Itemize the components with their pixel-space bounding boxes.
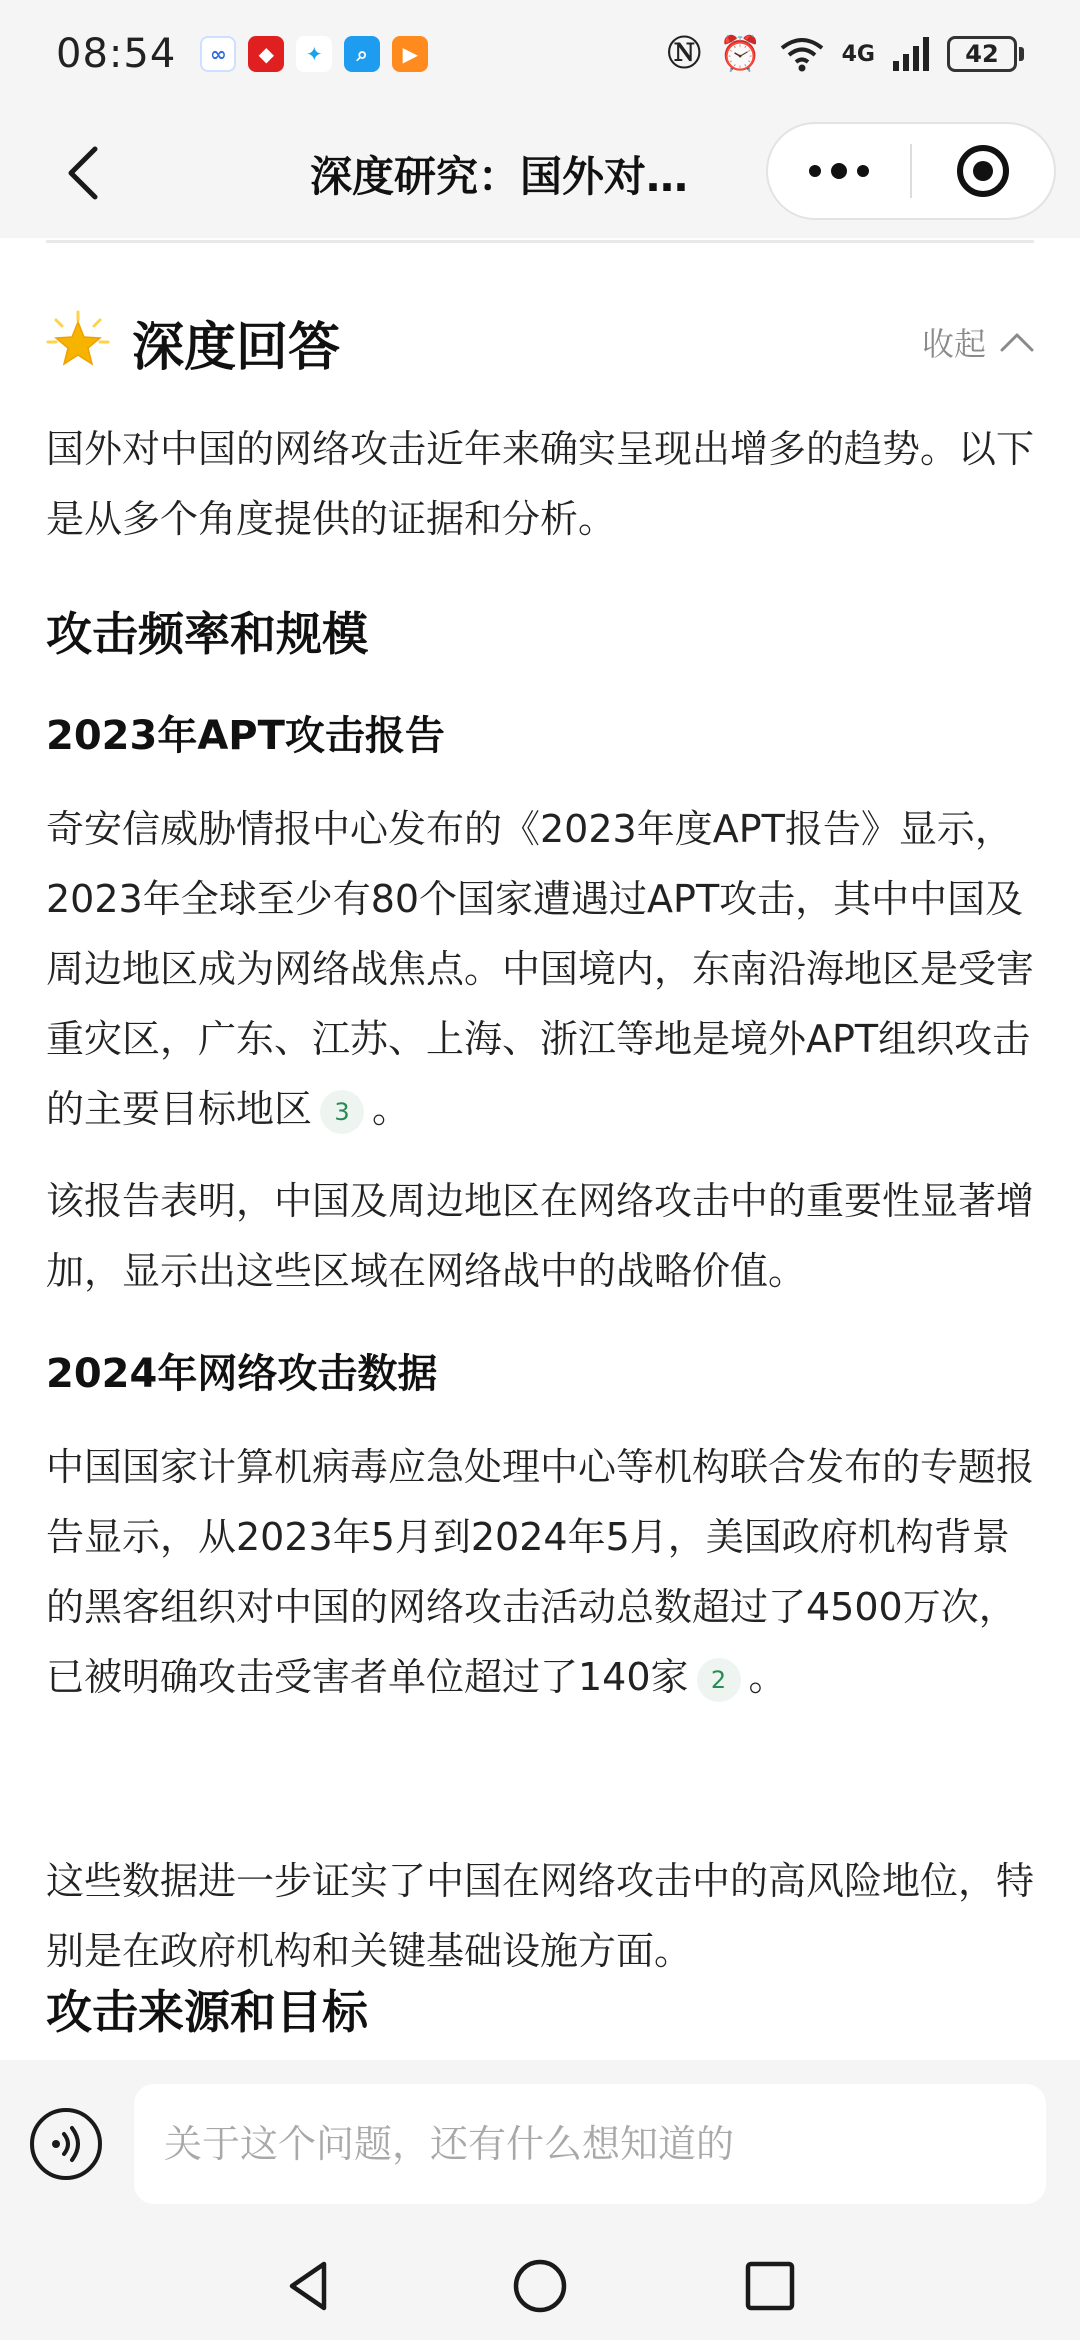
network-type: 4G (841, 41, 875, 67)
mini-program-capsule (766, 122, 1056, 220)
back-arrow-icon (63, 145, 103, 201)
signal-icon (893, 37, 929, 71)
status-time: 08:54 (56, 31, 177, 77)
paragraph-text: 中国国家计算机病毒应急处理中心等机构联合发布的专题报告显示，从2023年5月到2024年5月，美国政府机构背景的黑客组织对中国的网络攻击活动总数超过了4500万次，已被明确攻击受害者单位超过了140家 (46, 1445, 1035, 1699)
system-navigation-bar (0, 2228, 1080, 2340)
wifi-icon (780, 36, 824, 72)
collapse-button[interactable] (922, 319, 1034, 365)
search-app-icon: ⌕ (344, 36, 380, 72)
voice-button[interactable] (30, 2108, 102, 2180)
intro-paragraph: 国外对中国的网络攻击近年来确实呈现出增多的趋势。以下是从多个角度提供的证据和分析。 (46, 427, 1035, 541)
answer-content[interactable] (0, 238, 1080, 2060)
square-recent-icon[interactable] (740, 2256, 800, 2316)
paragraph-end: 。 (372, 1087, 411, 1131)
app-notification-icon: ∞ (200, 36, 236, 72)
nfc-icon: Ⓝ (667, 34, 702, 74)
app-notification-icon: ◆ (248, 36, 284, 72)
more-button[interactable] (768, 124, 910, 218)
paragraph-text: 奇安信威胁情报中心发布的《2023年度APT报告》显示，2023年全球至少有80个国家遭遇过APT攻击，其中中国及周边地区成为网络战焦点。中国境内，东南沿海地区是受害重灾区，广东、江苏、上海、浙江等地是境外APT组织攻击的主要目标地区 (46, 807, 1035, 1131)
system-status (667, 36, 1024, 72)
answer-title: 深度回答 (132, 317, 341, 378)
triangle-back-icon[interactable] (280, 2256, 340, 2316)
video-app-icon: ▶ (392, 36, 428, 72)
citation-badge[interactable]: 3 (320, 1090, 364, 1134)
navigation-header (0, 108, 1080, 238)
paragraph (46, 794, 1036, 1144)
paragraph: 该报告表明，中国及周边地区在网络攻击中的重要性显著增加，显示出这些区域在网络战中的战略价值。 (46, 1179, 1035, 1293)
section-heading: 攻击频率和规模 (46, 607, 368, 661)
battery-icon (947, 36, 1024, 72)
notification-icons (200, 36, 428, 72)
chat-notification-icon: ✦ (296, 36, 332, 72)
question-input[interactable] (134, 2084, 1046, 2204)
back-button[interactable] (48, 138, 118, 208)
star-icon (46, 310, 110, 374)
voice-icon (46, 2124, 86, 2164)
target-close-icon (955, 143, 1011, 199)
alarm-icon: ⏰ (719, 34, 762, 74)
paragraph-end: 。 (748, 1655, 787, 1699)
close-button[interactable] (912, 124, 1054, 218)
answer-header (46, 302, 1034, 382)
chevron-up-icon (1000, 331, 1034, 353)
paragraph: 这些数据进一步证实了中国在网络攻击中的高风险地位，特别是在政府机构和关键基础设施方面。 (46, 1859, 1035, 1973)
subsection-heading: 2024年网络攻击数据 (46, 1351, 438, 1397)
page-title: 深度研究：国外对… (310, 152, 689, 201)
more-dots-icon (807, 161, 871, 181)
status-bar (0, 0, 1080, 108)
circle-home-icon[interactable] (510, 2256, 570, 2316)
subsection-heading: 2023年APT攻击报告 (46, 713, 445, 759)
input-bar (0, 2060, 1080, 2228)
divider (46, 240, 1034, 243)
citation-badge[interactable]: 2 (697, 1658, 741, 1702)
battery-level: 42 (947, 36, 1017, 72)
paragraph (46, 1432, 1036, 1712)
collapse-label: 收起 (921, 325, 986, 363)
section-heading: 攻击来源和目标 (46, 1985, 368, 2039)
